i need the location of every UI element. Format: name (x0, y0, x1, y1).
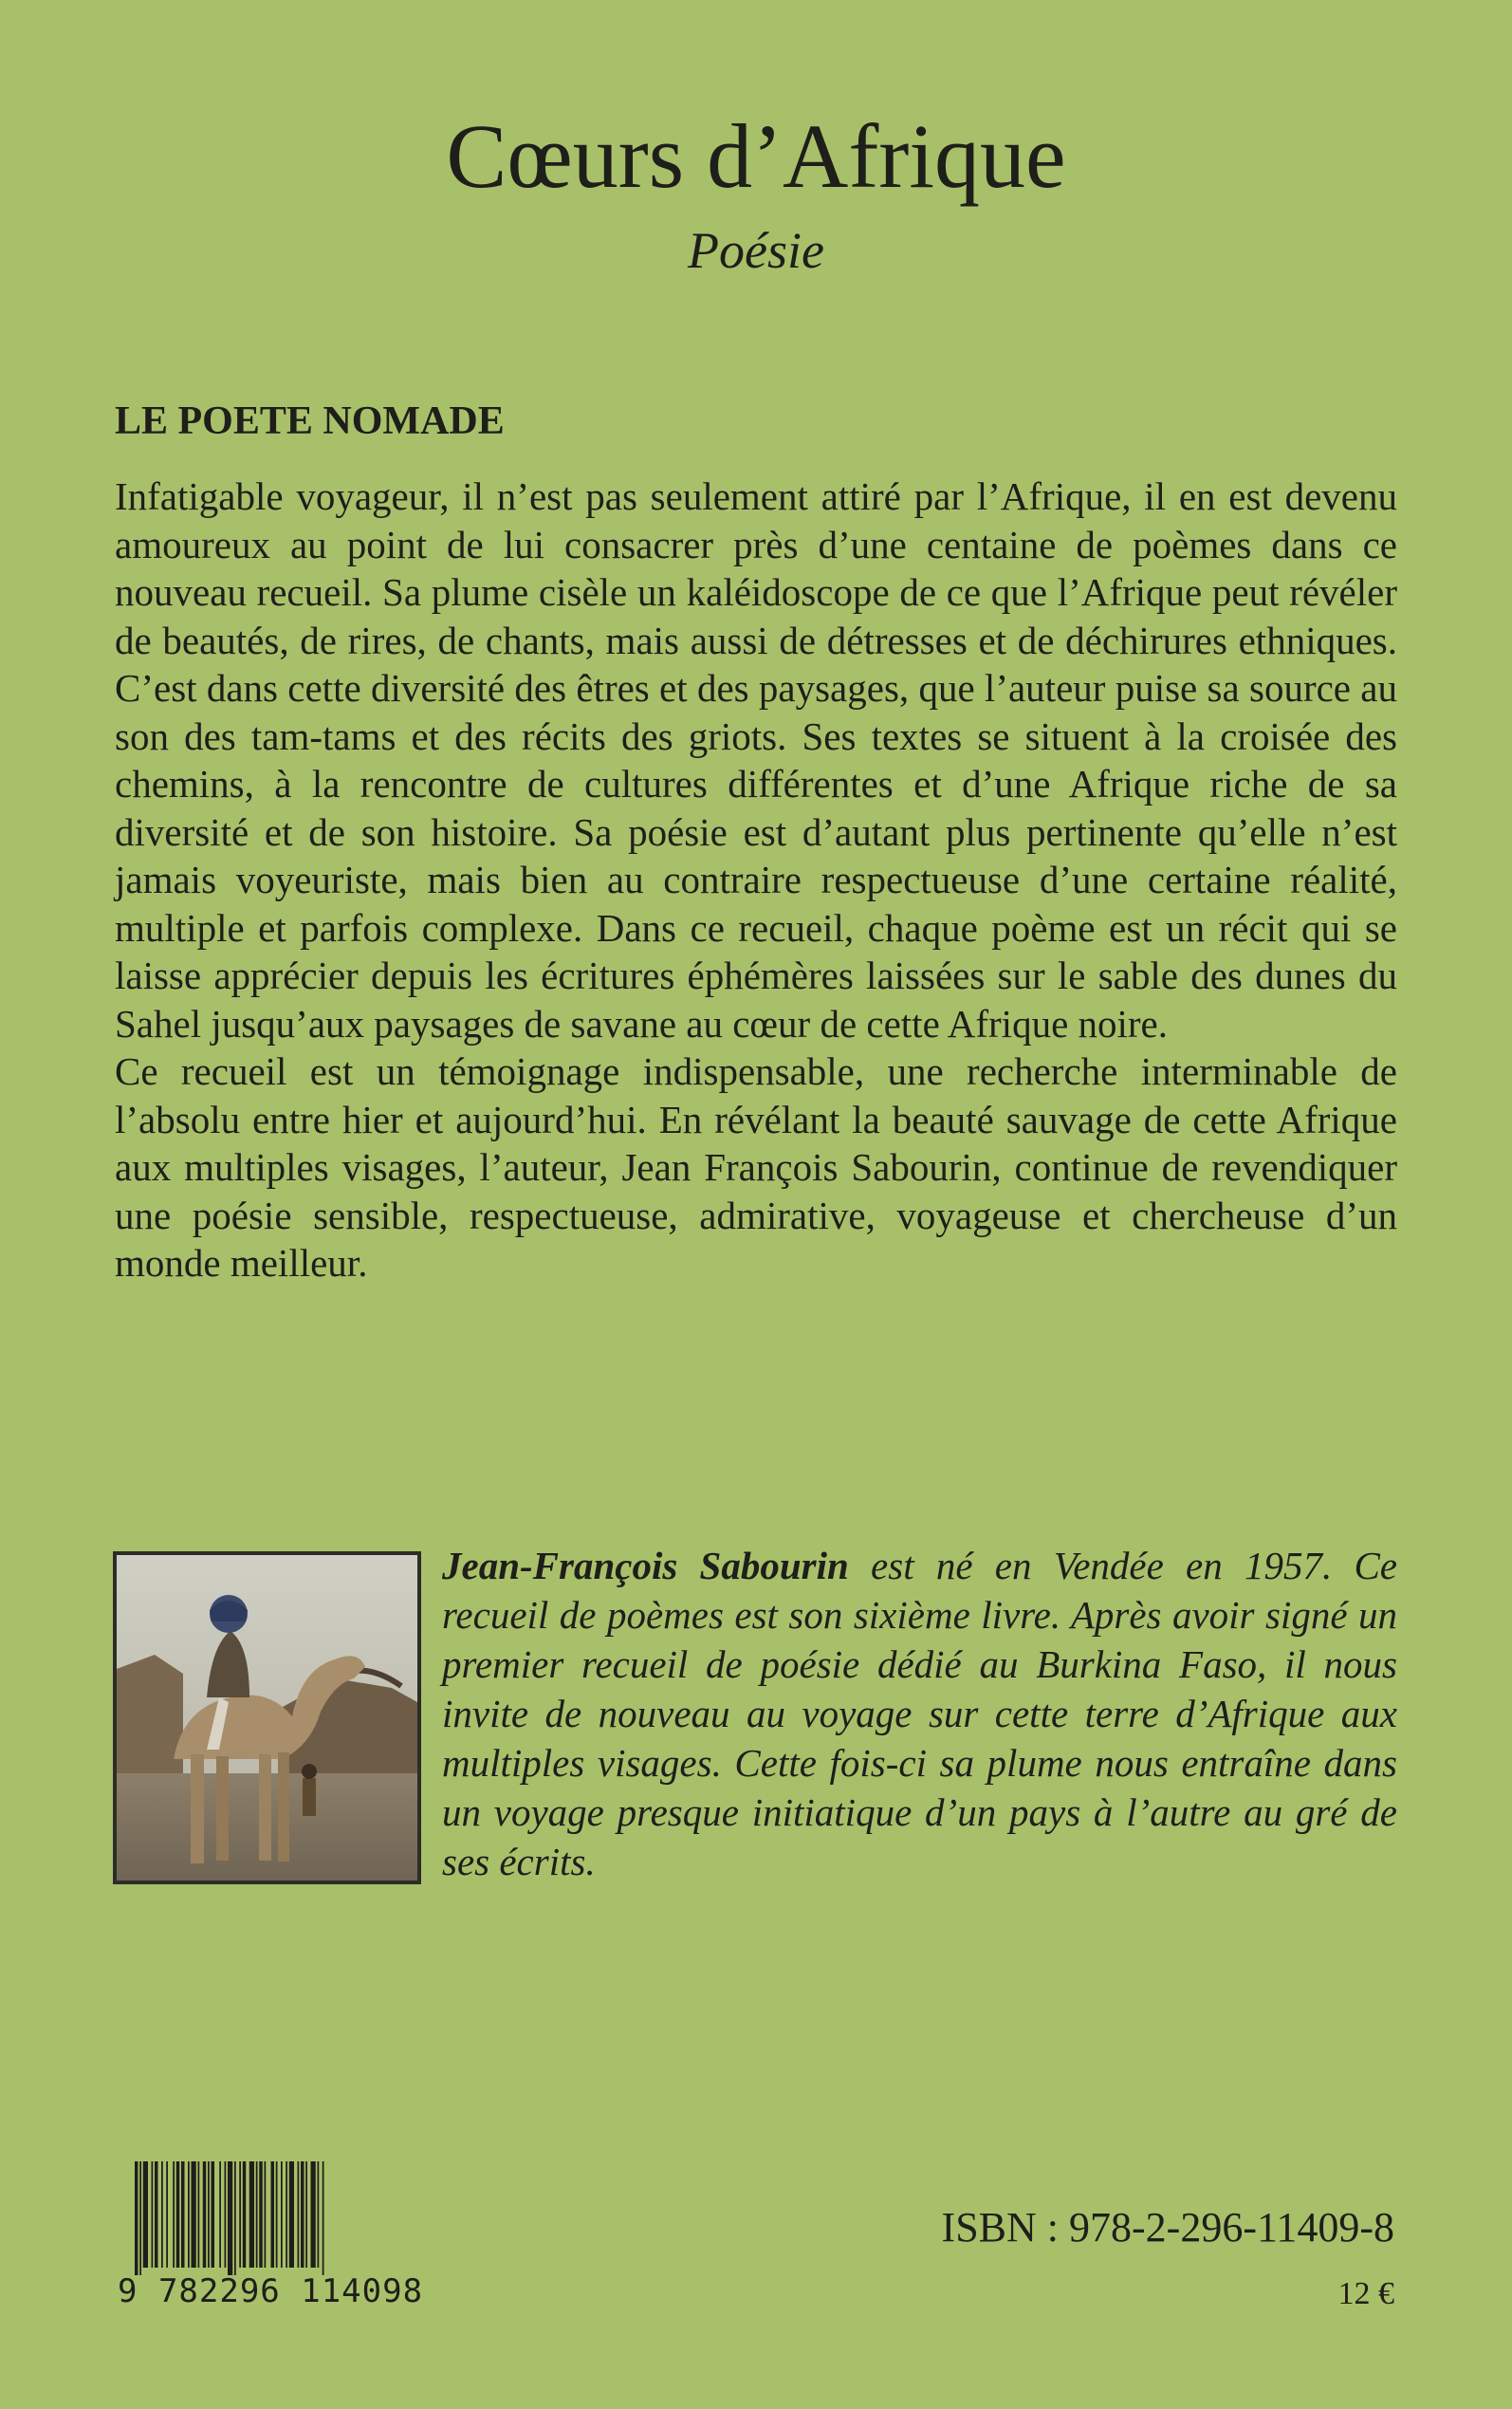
camel-rider-image (117, 1555, 417, 1881)
barcode-bar (139, 2161, 141, 2275)
barcode-bar (228, 2161, 232, 2275)
barcode-bar (135, 2161, 138, 2275)
barcode (133, 2161, 455, 2275)
barcode-bar (256, 2161, 258, 2268)
barcode-bar (323, 2161, 324, 2275)
barcode-bar (305, 2161, 307, 2268)
barcode-bar (239, 2161, 241, 2268)
barcode-bar (192, 2161, 196, 2268)
author-photo (113, 1551, 421, 1884)
book-genre: Poésie (688, 222, 824, 279)
barcode-bar (276, 2161, 278, 2268)
barcode-bar (155, 2161, 158, 2268)
isbn: ISBN : 978-2-296-11409-8 (941, 2204, 1394, 2251)
barcode-bar (181, 2161, 185, 2268)
barcode-bar (188, 2161, 190, 2268)
barcode-bar (234, 2161, 236, 2275)
section-heading: LE POETE NOMADE (115, 399, 505, 443)
blurb-paragraph: Infatigable voyageur, il n’est pas seulement attiré par l’Afrique, il en est devenu amoureux au point de lui consacrer près d’une centaine de poèmes dans ce nouveau recueil. Sa plume cisèle un kaléidoscope de ce que l’Afrique peut révéler de beautés, de rires, de chants, mais aussi de détresses et de déchirures ethniques. C’est dans cette diversité des êtres et des paysages, que l’auteur puise sa source au son des tam-tams et des récits des griots. Ses textes se situent à la croisée des chemins, à la rencontre de cultures différentes et d’une Afrique riche de sa diversité et de son histoire. Sa poésie est d’autant plus pertinente qu’elle n’est jamais voyeuriste, mais bien au contraire respectueuse d’une certaine réalité, multiple et parfois complexe. Dans ce recueil, chaque poème est un récit qui se laisse apprécier depuis les écritures éphémères laissées sur le sable des dunes du Sahel jusqu’aux paysages de savane au cœur de cette Afrique noire. (115, 474, 1397, 1046)
barcode-bars (133, 2161, 455, 2275)
barcode-bar (301, 2161, 304, 2268)
book-title: Cœurs d’Afrique (446, 105, 1066, 207)
barcode-bar (161, 2161, 163, 2268)
barcode-bar (176, 2161, 180, 2268)
blurb-text (115, 473, 1397, 1288)
barcode-digits: 9 782296 114098 (118, 2272, 424, 2310)
barcode-bar (286, 2161, 287, 2268)
blurb-paragraph: Ce recueil est un témoignage indispensable, une recherche interminable de l’absolu entre hier et aujourd’hui. En révélant la beauté sauvage de cette Afrique aux multiples visages, l’auteur, Jean François Sabourin, continue de revendiquer une poésie sensible, respectueuse, admirative, voyageuse et chercheuse d’un monde meilleur. (115, 1049, 1397, 1285)
barcode-bar (243, 2161, 247, 2268)
barcode-bar (298, 2161, 300, 2268)
barcode-bar (173, 2161, 175, 2268)
barcode-bar (265, 2161, 267, 2268)
barcode-bar (249, 2161, 254, 2268)
barcode-bar (318, 2161, 320, 2268)
barcode-bar (289, 2161, 294, 2268)
author-bio (442, 1541, 1397, 1886)
barcode-bar (219, 2161, 221, 2268)
barcode-bar (166, 2161, 168, 2268)
author-name: Jean-François Sabourin (442, 1544, 849, 1587)
barcode-bar (198, 2161, 200, 2268)
barcode-bar (152, 2161, 154, 2268)
author-bio-text: est né en Vendée en 1957. Ce recueil de poèmes est son sixième livre. Après avoir signé un premier recueil de poésie dédié au Burkina Faso, il nous invite de nouveau au voyage sur cette terre d’Afrique aux multiples visages. Cette fois-ci sa plume nous entraîne dans un voyage presque initiatique d’un pays à l’autre au gré de ses écrits. (442, 1544, 1397, 1883)
barcode-bar (225, 2161, 227, 2268)
barcode-bar (311, 2161, 316, 2268)
barcode-bar (281, 2161, 283, 2268)
barcode-bar (208, 2161, 210, 2268)
barcode-bar (259, 2161, 263, 2268)
barcode-bar (212, 2161, 215, 2268)
barcode-bar (143, 2161, 148, 2268)
barcode-bar (271, 2161, 275, 2268)
price: 12 € (1337, 2276, 1394, 2311)
barcode-bar (203, 2161, 207, 2268)
